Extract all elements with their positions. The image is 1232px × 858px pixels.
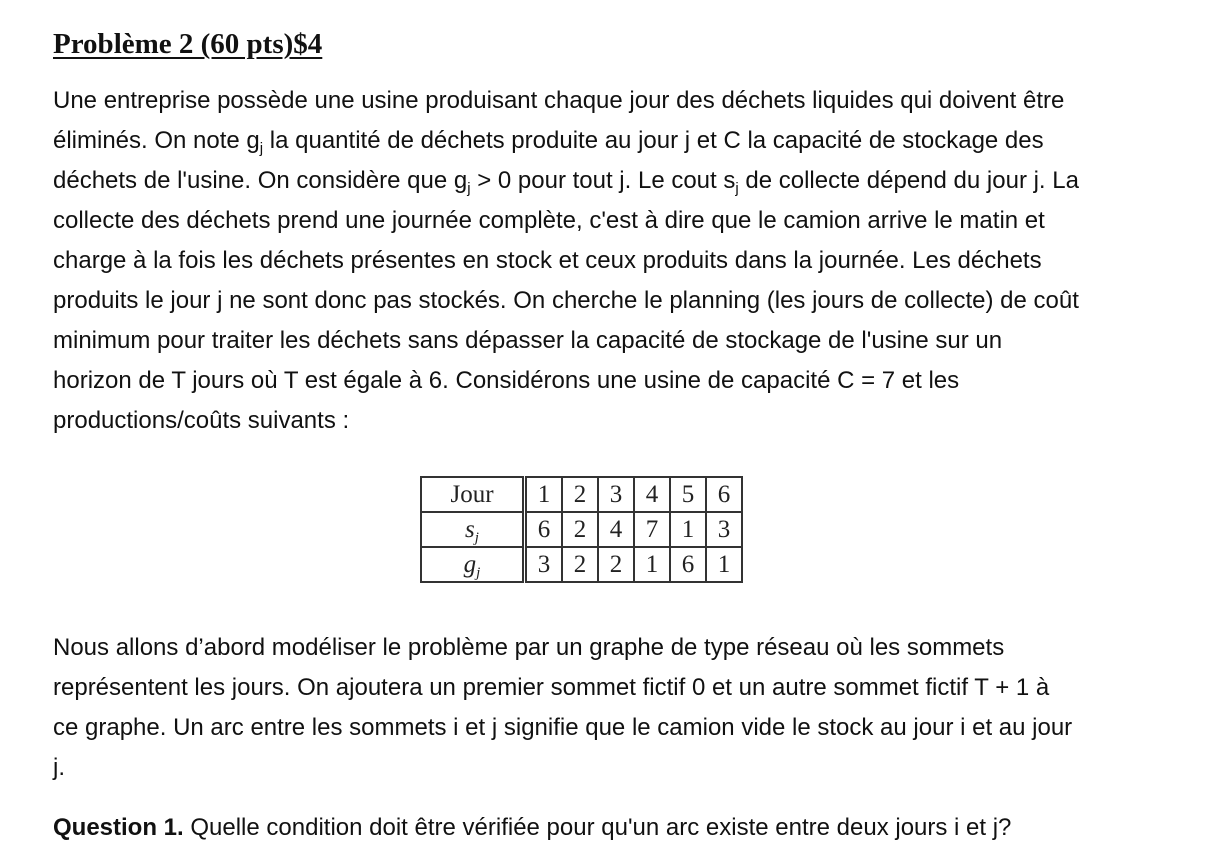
model-line-2: représentent les jours. On ajoutera un premier sommet fictif 0 et un autre sommet fictif T + 1 à xyxy=(53,674,1050,701)
statement-line-1: Une entreprise possède une usine produisant chaque jour des déchets liquides qui doivent être xyxy=(53,87,1065,114)
table-row-label-s: $s_j$ xyxy=(421,512,525,547)
table-cell-cost: 2 xyxy=(562,512,598,547)
statement-line-6: produits le jour j ne sont donc pas stockés. On cherche le planning (les jours de collecte) de coût xyxy=(53,287,1079,314)
question-line xyxy=(53,808,1011,848)
table-cell-day: 4 xyxy=(634,477,670,512)
table-row-production xyxy=(421,547,742,582)
graph-model-paragraph xyxy=(53,628,1072,788)
table-row-costs xyxy=(421,512,742,547)
table-cell-cost: 3 xyxy=(706,512,742,547)
problem-title: Problème 2 (60 pts)$4 xyxy=(53,28,323,60)
question-1 xyxy=(53,808,1011,848)
table-cell-production: 1 xyxy=(706,547,742,582)
statement-line-3: déchets de l'usine. On considère que $g_j > 0$ pour tout j. Le cout $s_j$ de collecte dépend du jour j. La xyxy=(53,167,1079,197)
table-cell-production: 2 xyxy=(562,547,598,582)
model-line-4: j. xyxy=(53,754,65,781)
table-row-label-g: $g_j$ xyxy=(421,547,525,582)
model-line-3: ce graphe. Un arc entre les sommets i et j signifie que le camion vide le stock au jour i et au jour xyxy=(53,714,1073,741)
table-cell-cost: 6 xyxy=(525,512,563,547)
statement-line-8: horizon de T jours où T est égale à 6. Considérons une usine de capacité C = 7 et les xyxy=(53,367,960,394)
question-text: Quelle condition doit être vérifiée pour qu'un arc existe entre deux jours i et j? xyxy=(183,814,1012,841)
problem-statement xyxy=(53,81,1079,441)
statement-line-4: collecte des déchets prend une journée complète, c'est à dire que le camion arrive le matin et xyxy=(53,207,1045,234)
table-cell-cost: 4 xyxy=(598,512,634,547)
table-cell-day: 3 xyxy=(598,477,634,512)
table-cell-day: 1 xyxy=(525,477,563,512)
model-line-1: Nous allons d’abord modéliser le problème par un graphe de type réseau où les sommets xyxy=(53,634,1005,661)
table-cell-day: 6 xyxy=(706,477,742,512)
table-row-days xyxy=(421,477,742,512)
statement-line-5: charge à la fois les déchets présentes en stock et ceux produits dans la journée. Les déchets xyxy=(53,247,1042,274)
statement-line-9: productions/coûts suivants : xyxy=(53,407,350,434)
question-label: Question 1. xyxy=(53,814,184,841)
table-cell-day: 5 xyxy=(670,477,706,512)
statement-line-2: éliminés. On note $g_j$ la quantité de déchets produite au jour j et C la capacité de stockage des xyxy=(53,127,1044,157)
table-cell-production: 1 xyxy=(634,547,670,582)
table-cell-production: 3 xyxy=(525,547,563,582)
table-cell-production: 6 xyxy=(670,547,706,582)
table-cell-production: 2 xyxy=(598,547,634,582)
table-cell-day: 2 xyxy=(562,477,598,512)
table-cell-cost: 7 xyxy=(634,512,670,547)
table-header-label: Jour xyxy=(421,477,525,512)
production-cost-table xyxy=(420,476,743,583)
statement-line-7: minimum pour traiter les déchets sans dépasser la capacité de stockage de l'usine sur un xyxy=(53,327,1003,354)
table-cell-cost: 1 xyxy=(670,512,706,547)
